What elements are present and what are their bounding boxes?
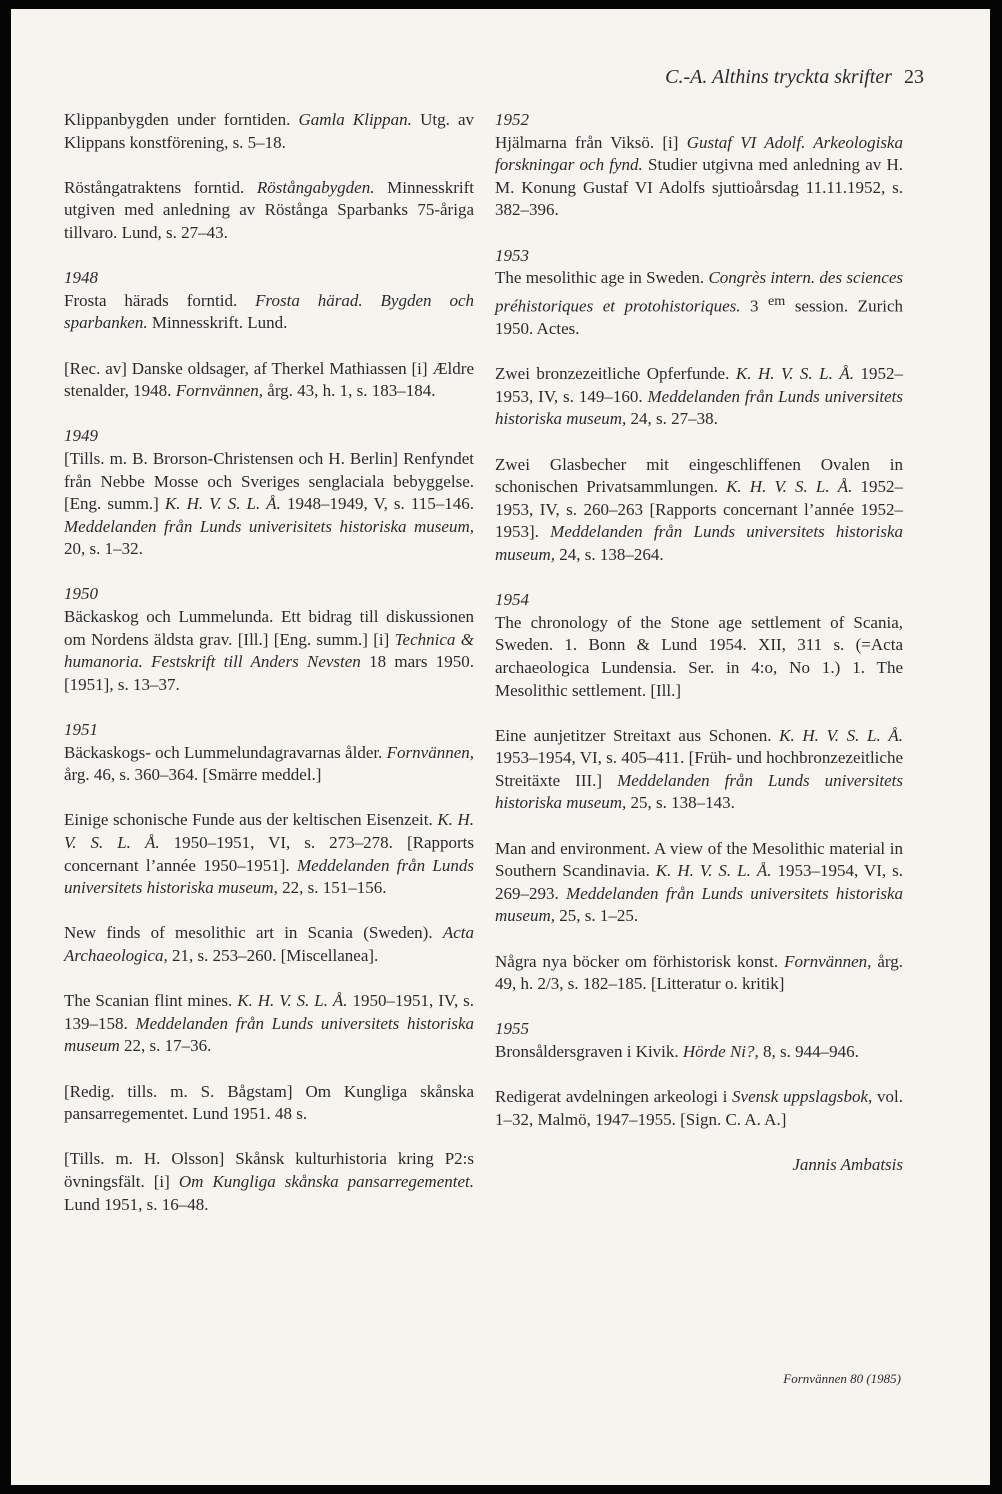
year-section-1952	[495, 109, 903, 222]
bibliography-entry: The mesolithic age in Sweden. Congrès intern. des sciences préhistoriques et protohistoriques. 3 $^{em}$ session. Zurich 1950. Actes.	[495, 268, 903, 338]
bibliography-entry: Zwei Glasbecher mit eingeschliffenen Ovalen in schonischen Privatsammlungen. K. H. V. S. L. Å. 1952–1953, IV, s. 260–263 [Rapports concernant l’année 1952–1953]. Meddelanden från Lunds universitets historiska museum, 24, s. 138–264.	[495, 454, 904, 564]
bibliography-entry: Röstångatraktens forntid. Röstångabygden. Minnesskrift utgiven med anledning av Röstånga Sparbanks 75-åriga tillvaro. Lund, s. 27–43.	[64, 177, 474, 242]
year-section-1949	[64, 425, 474, 561]
running-title: C.-A. Althins tryckta skrifter	[665, 66, 892, 88]
year-heading: 1955	[495, 1019, 529, 1039]
year-section-1953	[495, 245, 903, 341]
journal-footer: Fornvännen 80 (1985)	[783, 1371, 901, 1386]
bibliography-entry: Zwei bronzezeitliche Opferfunde. K. H. V. S. L. Å. 1952–1953, IV, s. 149–160. Meddelanden från Lunds universitets historiska museum, 24, s. 27–38.	[495, 364, 903, 429]
bibliography-entry: Einige schonische Funde aus der keltischen Eisenzeit. K. H. V. S. L. Å. 1950–1951, VI, s. 273–278. [Rapports concernant l’année 1950–1951]. Meddelanden från Lunds universitets historiska museum, 22, s. 151–156.	[64, 810, 474, 898]
bibliography-entry: The chronology of the Stone age settlement of Scania, Sweden. 1. Bonn & Lund 1954. XII, 311 s. (=Acta archaeologica Lundensia. Ser. in 4:o, No 1.) 1. The Mesolithic settlement. [Ill.]	[495, 612, 903, 700]
year-heading: 1953	[495, 245, 529, 265]
bibliography-entry: [Tills. m. H. Olsson] Skånsk kulturhistoria kring P2:s övningsfält. [i] Om Kungliga skånska pansarregementet. Lund 1951, s. 16–48.	[64, 1149, 474, 1214]
bibliography-entry: New finds of mesolithic art in Scania (Sweden). Acta Archaeologica, 21, s. 253–260. [Miscellanea].	[64, 923, 474, 965]
year-section-1954	[495, 589, 903, 702]
bibliography-entry: [Tills. m. B. Brorson-Christensen och H. Berlin] Renfyndet från Nebbe Mosse och Sveriges senglaciala bebyggelse. [Eng. summ.] K. H. V. S. L. Å. 1948–1949, V, s. 115–146. Meddelanden från Lunds univerisitets historiska museum, 20, s. 1–32.	[64, 448, 474, 559]
year-heading: 1954	[495, 590, 529, 610]
left-column	[64, 109, 474, 1239]
bibliography-entry: Bronsåldersgraven i Kivik. Hörde Ni?, 8, s. 944–946.	[495, 1042, 859, 1061]
right-column	[495, 109, 903, 1194]
year-heading: 1952	[495, 110, 529, 129]
year-heading: 1950	[64, 584, 98, 604]
running-head	[639, 66, 924, 89]
bibliography-entry: [Rec. av] Danske oldsager, af Therkel Mathiassen [i] Ældre stenalder, 1948. Fornvännen, årg. 43, h. 1, s. 183–184.	[64, 358, 474, 401]
bibliography-entry: Frosta härads forntid. Frosta härad. Bygden och sparbanken. Minnesskrift. Lund.	[64, 290, 474, 333]
bibliography-entry: Bäckaskogs- och Lummelundagravarnas ålder. Fornvännen, årg. 46, s. 360–364. [Smärre meddel.]	[64, 742, 474, 785]
bibliography-entry: Eine aunjetitzer Streitaxt aus Schonen. K. H. V. S. L. Å. 1953–1954, VI, s. 405–411. [Früh- und hochbronzezeitliche Streitäxte III.] Meddelanden från Lunds universitets historiska museum, 25, s. 138–143.	[495, 725, 903, 813]
bibliography-entry: Redigerat avdelningen arkeologi i Svensk uppslagsbok, vol. 1–32, Malmö, 1947–1955. [Sign. C. A. A.]	[495, 1087, 903, 1129]
year-section-1950	[64, 583, 474, 696]
page-number: 23	[904, 66, 924, 88]
bibliography-entry: [Redig. tills. m. S. Bågstam] Om Kungliga skånska pansarregementet. Lund 1951. 48 s.	[64, 1081, 474, 1124]
year-section-1955	[495, 1018, 903, 1063]
year-section-1951	[64, 719, 474, 787]
bibliography-entry: Man and environment. A view of the Mesolithic material in Southern Scandinavia. K. H. V. S. L. Å. 1953–1954, VI, s. 269–293. Meddelanden från Lunds universitets historiska museum, 25, s. 1–25.	[495, 838, 904, 926]
year-section-1948	[64, 267, 474, 335]
year-heading: 1948	[64, 268, 98, 288]
bibliography-entry: Några nya böcker om förhistorisk konst. Fornvännen, årg. 49, h. 2/3, s. 182–185. [Litteratur o. kritik]	[495, 951, 903, 994]
author-signature: Jannis Ambatsis	[792, 1154, 903, 1174]
year-heading: 1949	[64, 426, 98, 446]
bibliography-entry: Bäckaskog och Lummelunda. Ett bidrag till diskussionen om Nordens äldsta grav. [Ill.] [Eng. summ.] [i] Technica & humanoria. Festskrift till Anders Nevsten 18 mars 1950. [1951], s. 13–37.	[64, 607, 474, 694]
page	[11, 9, 990, 1485]
year-heading: 1951	[64, 720, 98, 740]
bibliography-entry: The Scanian flint mines. K. H. V. S. L. Å. 1950–1951, IV, s. 139–158. Meddelanden från Lunds universitets historiska museum 22, s. 17–36.	[64, 991, 475, 1056]
bibliography-entry: Hjälmarna från Viksö. [i] Gustaf VI Adolf. Arkeologiska forskningar och fynd. Studier utgivna med anledning av H. M. Konung Gustaf VI Adolfs sjuttioårsdag 11.11.1952, s. 382–396.	[495, 132, 903, 220]
bibliography-entry: Klippanbygden under forntiden. Gamla Klippan. Utg. av Klippans konstförening, s. 5–18.	[64, 110, 474, 152]
